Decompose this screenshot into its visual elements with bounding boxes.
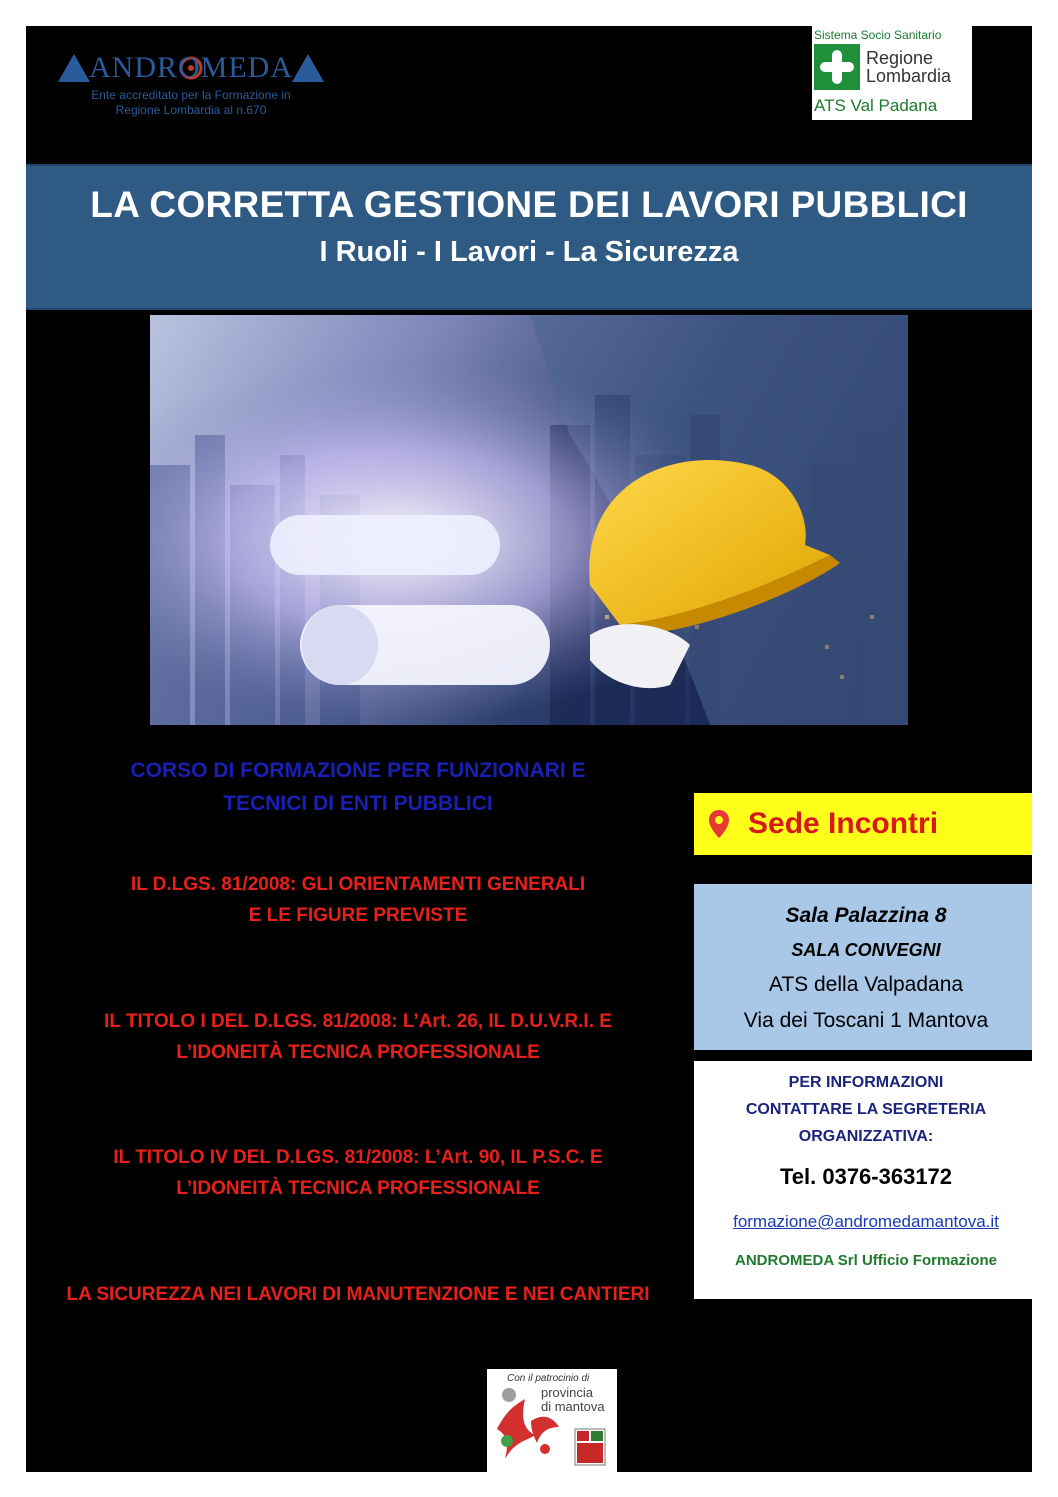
topic-2-line1: IL TITOLO I DEL D.LGS. 81/2008: L’Art. 26, IL D.U.V.R.I. E [104, 1011, 612, 1032]
page-subtitle: I Ruoli - I Lavori - La Sicurezza [319, 236, 739, 268]
provincia-mantova-logo [487, 1369, 617, 1472]
topic-2 [26, 1006, 690, 1068]
title-band [26, 164, 1032, 310]
topic-1-line1: IL D.LGS. 81/2008: GLI ORIENTAMENTI GENERALI [130, 874, 586, 895]
andromeda-accreditation-2: Regione Lombardia al n.670 [115, 103, 267, 117]
map-pin-icon [708, 809, 730, 839]
poster [26, 26, 1032, 1472]
info-email-link[interactable]: formazione@andromedamantova.it [733, 1212, 999, 1231]
venue-hall: SALA CONVEGNI [791, 940, 941, 960]
topic-3-line2: L’IDONEITÀ TECNICA PROFESSIONALE [176, 1178, 540, 1199]
info-phone: Tel. 0376-363172 [779, 1164, 953, 1189]
topic-1-line2: E LE FIGURE PREVISTE [248, 905, 468, 926]
course-line2: TECNICI DI ENTI PUBBLICI [223, 792, 493, 815]
info-line2: CONTATTARE LA SEGRETERIA [745, 1101, 987, 1118]
regione-name-line2: Lombardia [866, 66, 952, 86]
regione-lombardia-logo [812, 26, 972, 120]
topic-3-line1: IL TITOLO IV DEL D.LGS. 81/2008: L’Art. 90, IL P.S.C. E [113, 1147, 603, 1168]
info-organization: ANDROMEDA Srl Ufficio Formazione [735, 1252, 997, 1269]
regione-name-line1: Regione [866, 48, 934, 68]
topic-2-line2: L’IDONEITÀ TECNICA PROFESSIONALE [176, 1042, 540, 1063]
topic-3 [26, 1142, 690, 1204]
ats-label: ATS Val Padana [814, 96, 938, 115]
venue-organization: ATS della Valpadana [768, 973, 964, 996]
hero-illustration [150, 315, 908, 725]
page-title: LA CORRETTA GESTIONE DEI LAVORI PUBBLICI [90, 184, 968, 225]
info-line1: PER INFORMAZIONI [788, 1074, 944, 1091]
topic-4 [26, 1279, 690, 1310]
provincia-name-line1: provincia [541, 1385, 594, 1400]
regione-name [866, 49, 951, 85]
provincia-name-line2: di mantova [541, 1399, 605, 1414]
andromeda-name: ANDROMEDA [89, 51, 293, 84]
topic-1 [26, 869, 690, 931]
regione-rose-icon [814, 44, 860, 90]
course-line1: CORSO DI FORMAZIONE PER FUNZIONARI E [130, 759, 586, 782]
andromeda-accreditation-1: Ente accreditato per la Formazione in [91, 88, 291, 102]
info-line3: ORGANIZZATIVA: [798, 1128, 934, 1145]
andromeda-logo [56, 50, 326, 120]
topic-4-line1: LA SICUREZZA NEI LAVORI DI MANUTENZIONE E NEI CANTIERI [66, 1284, 650, 1305]
regione-mark [814, 44, 951, 90]
info-box [694, 1061, 1032, 1299]
hero-image-worker-helmet [150, 315, 908, 725]
venue-address: Via dei Toscani 1 Mantova [743, 1009, 989, 1032]
sede-incontri-label: Sede Incontri [748, 807, 939, 840]
sede-incontri-banner [694, 793, 1032, 855]
venue-box [694, 884, 1032, 1050]
patronage-caption: Con il patrocinio di [507, 1373, 590, 1384]
venue-room: Sala Palazzina 8 [785, 904, 947, 927]
regione-sistema-label: Sistema Socio Sanitario [814, 28, 942, 42]
info-heading [694, 1069, 1032, 1150]
course-description [26, 754, 690, 820]
provincia-name [541, 1386, 605, 1414]
